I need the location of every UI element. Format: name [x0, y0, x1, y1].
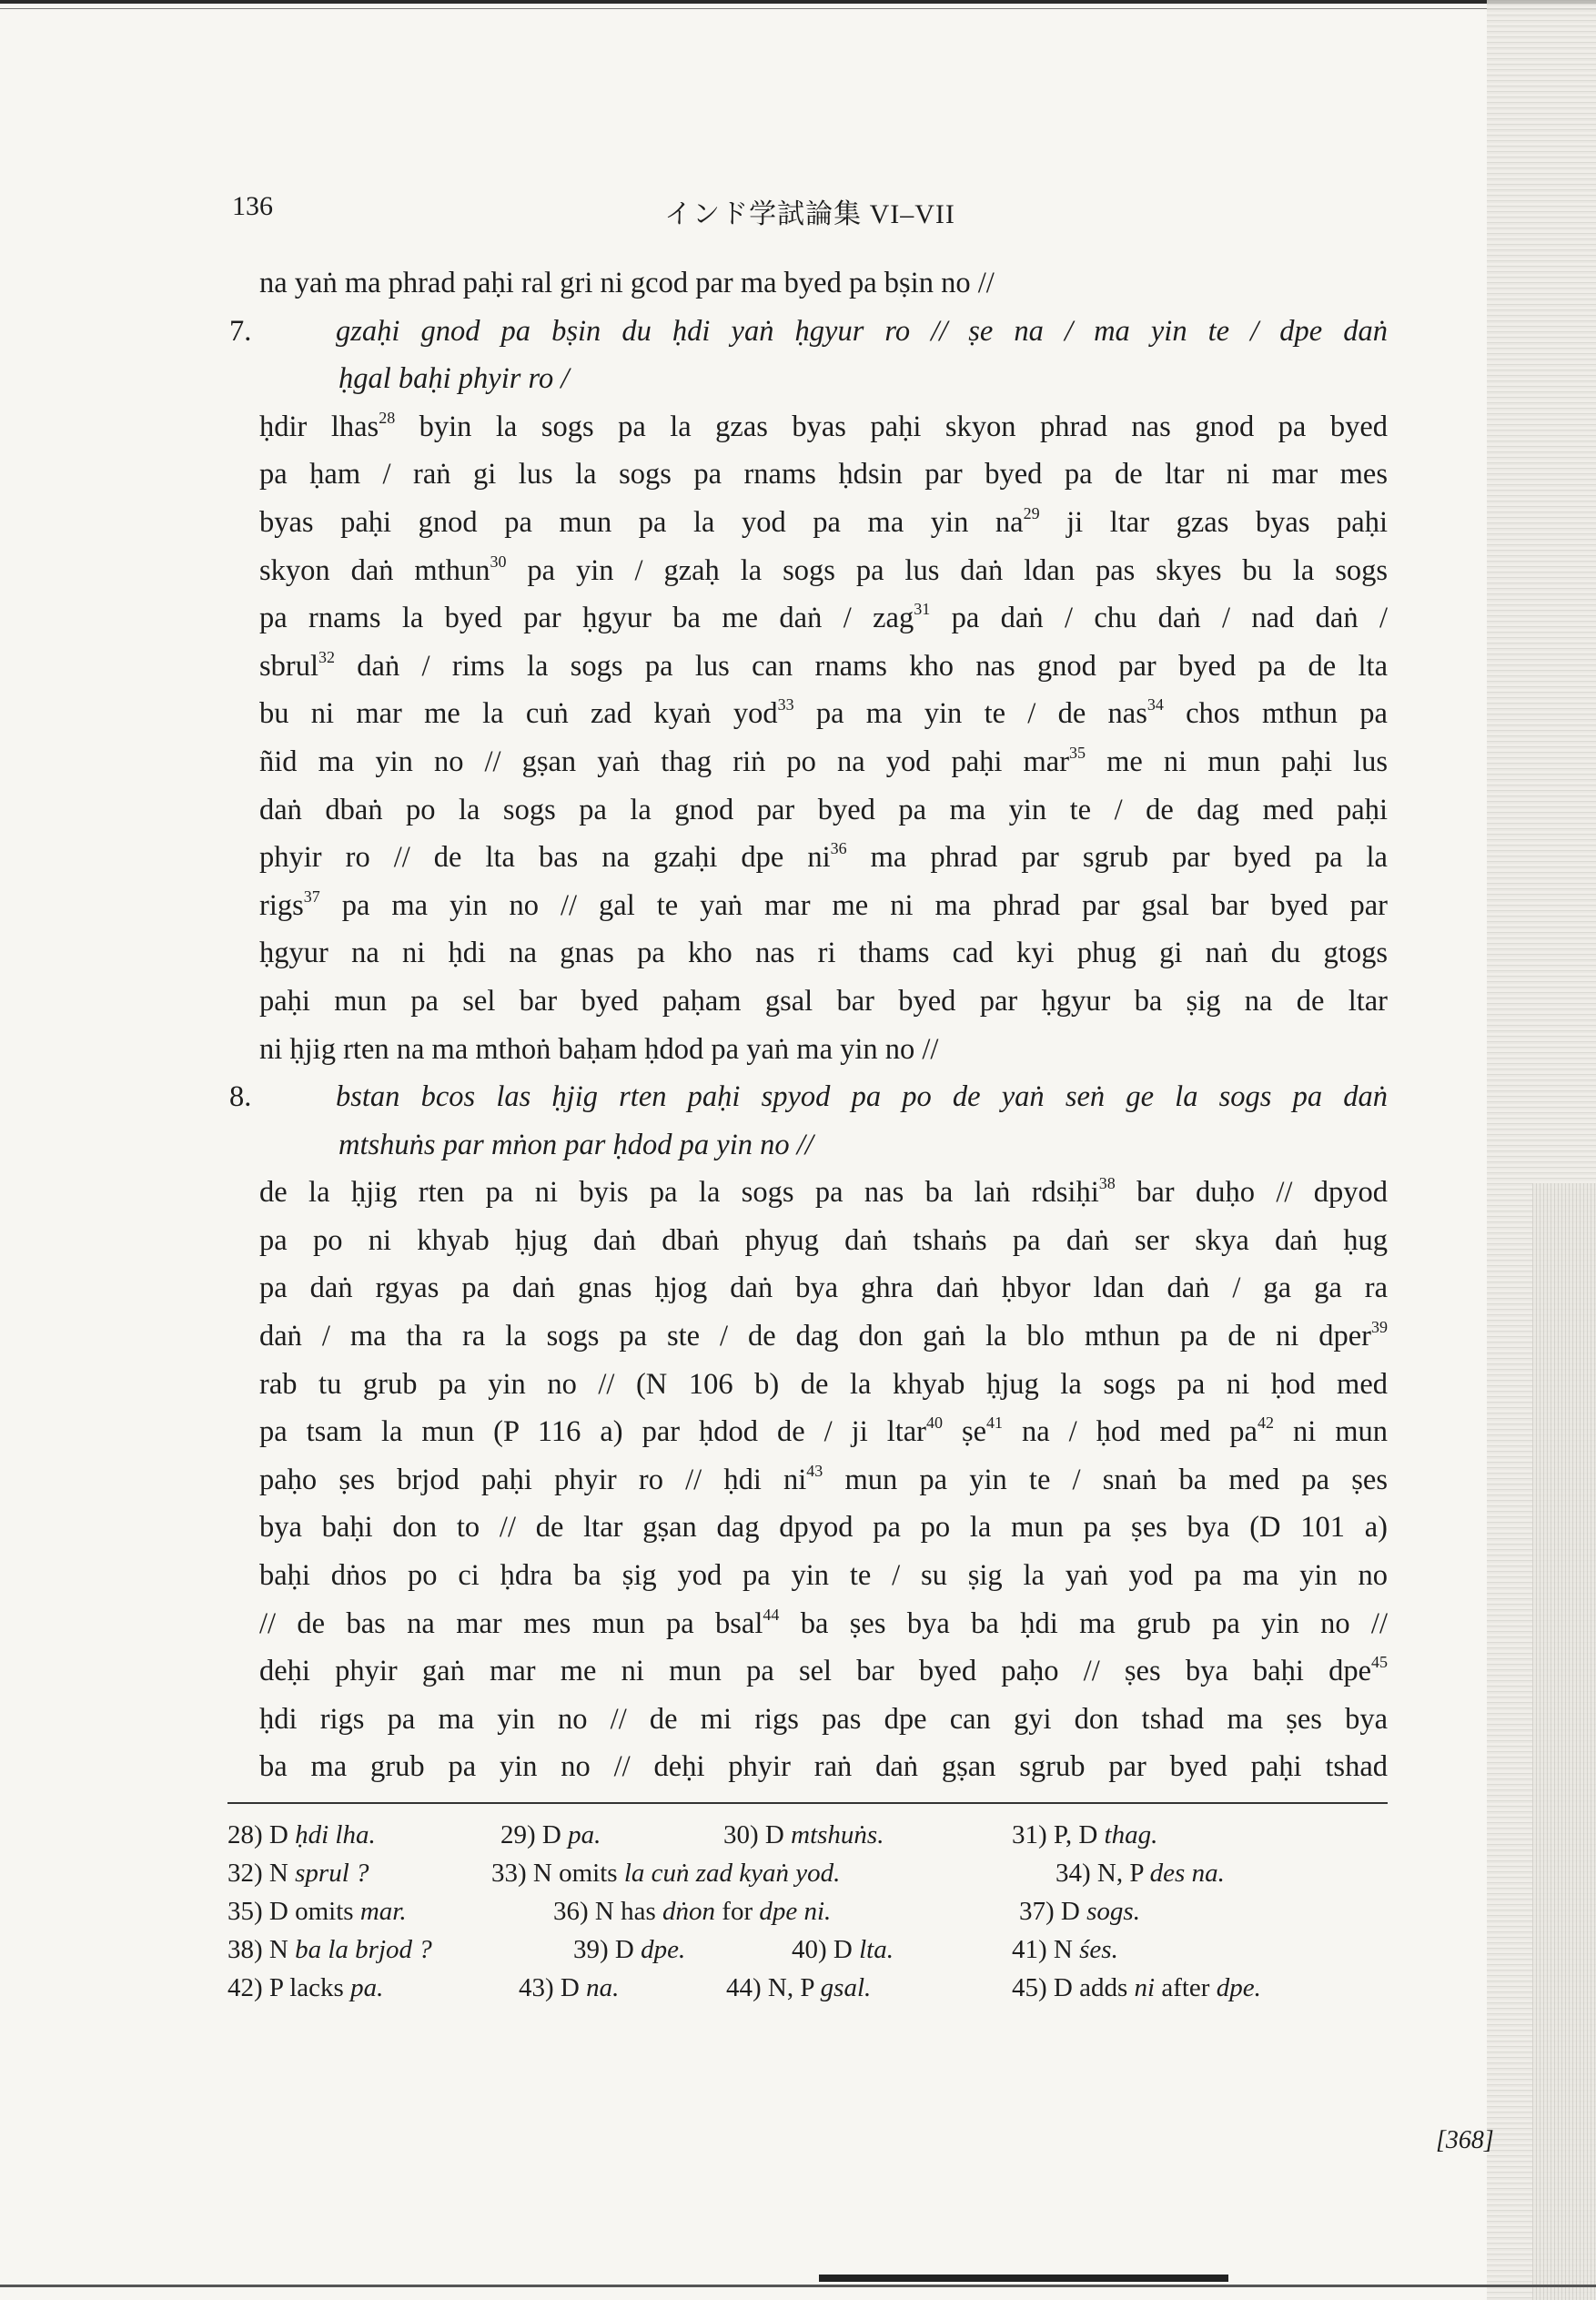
verse-8-line-2: mtshuṅs par mṅon par ḥdod pa yin no //: [338, 1128, 813, 1161]
footnote-36: 36) N has dṅon for dpe ni.: [553, 1897, 832, 1926]
text-line: rab tu grub pa yin no // (N 106 b) de la khyab ḥjug la sogs pa ni ḥod med: [259, 1367, 1388, 1401]
footnote-ref: 42: [1258, 1413, 1274, 1433]
running-head: インド学試論集 VI–VII: [664, 199, 955, 229]
footnote-39: 39) D dpe.: [573, 1935, 686, 1964]
text-line: sbrul$^{32}$ daṅ / rims la sogs pa lus can rnams kho nas gnod par byed pa de lta: [259, 647, 1388, 683]
text-line: phyir ro // de lta bas na gzaḥi dpe $ni^{36}$ ma phrad par sgrub par byed pa la: [259, 839, 1388, 875]
footnote-43: 43) D na.: [519, 1973, 620, 2002]
text-line: pa tsam la mun (P 116 a) par ḥdod de / ji ltar$^{40}$ ṣe$^{41}$ na / ḥod med $pa^{42}$ ni mun: [259, 1413, 1389, 1449]
footnote-row: [227, 1816, 1392, 1854]
text-line: ni ḥjig rten na ma mthoṅ baḥam ḥdod pa yaṅ ma yin no //: [259, 1032, 939, 1066]
footnote-33: 33) N omits la cuṅ zad kyaṅ yod.: [491, 1859, 841, 1888]
main-text: [229, 259, 1389, 1791]
text-line: ba ma grub pa yin no // deḥi phyir raṅ daṅ gṣan sgrub par byed paḥi tshad: [259, 1750, 1388, 1784]
footnote-45: 45) D adds ni after dpe.: [1012, 1973, 1261, 2002]
text-line: baḥi dṅos po ci ḥdra ba ṣig yod pa yin te / su ṣig la yaṅ yod pa ma yin no: [259, 1559, 1388, 1593]
footnote-29: 29) D pa.: [500, 1820, 601, 1849]
footnotes: [227, 1816, 1392, 2007]
footnote-44: 44) N, P gsal.: [726, 1973, 872, 2002]
text-line: ḥdi rigs pa ma yin no // de mi rigs pas dpe can gyi don tshad ma ṣes bya: [259, 1702, 1388, 1736]
footnote-35: 35) D omits mar.: [227, 1897, 407, 1926]
text-line: pa rnams la byed par ḥgyur ba me daṅ / zag$^{31}$ pa daṅ / chu daṅ / nad daṅ /: [259, 600, 1388, 635]
verse-7-line-2: ḥgal baḥi phyir ro /: [338, 362, 570, 396]
text-line: pa ḥam / raṅ gi lus la sogs pa rnams ḥdsin par byed pa de ltar ni mar mes: [259, 458, 1388, 491]
verse-7-line-1: [229, 308, 1388, 356]
text-line: daṅ dbaṅ po la sogs pa la gnod par byed pa ma yin te / de dag med paḥi: [259, 793, 1388, 826]
page-number: 136: [232, 191, 273, 221]
footnote-40: 40) D lta.: [792, 1935, 894, 1964]
footnote-rule: [227, 1802, 1388, 1804]
footnote-ref: 34: [1146, 695, 1164, 714]
footnote-row: [227, 1930, 1392, 1969]
footnote-ref: 29: [1023, 503, 1040, 522]
footnote-28: 28) D ḥdi lha.: [227, 1820, 376, 1849]
verse-number: 7.: [229, 314, 252, 348]
verse-number: 8.: [229, 1080, 252, 1114]
footnote-ref: 28: [379, 408, 396, 427]
footnote-ref: 37: [303, 887, 320, 906]
text-line: rigs$^{37}$ pa ma yin no // gal te yaṅ mar me ni ma phrad par gsal bar byed par: [259, 887, 1388, 922]
footnote-row: [227, 1892, 1392, 1930]
scan-bottom-edge: [0, 2285, 1596, 2287]
footnote-row: [227, 1854, 1392, 1892]
text-line: // de bas na mar mes mun pa bsal$^{44}$ ba ṣes bya ba ḥdi ma grub pa yin no //: [259, 1605, 1388, 1640]
footnote-ref: 39: [1371, 1318, 1388, 1337]
footnote-ref: 41: [986, 1413, 1004, 1433]
text-line: daṅ / ma tha ra la sogs pa ste / de dag don gaṅ la blo mthun pa de ni dper$^{39}$: [259, 1318, 1388, 1353]
footnote-ref: 35: [1069, 743, 1086, 762]
verse-text: bstan bcos las ḥjig rten paḥi spyod pa po de yaṅ seṅ ge la sogs pa daṅ: [336, 1080, 1388, 1114]
text-line: ḥgyur na ni ḥdi na gnas pa kho nas ri thams cad kyi phug gi naṅ du gtogs: [259, 937, 1388, 970]
text-line: byas paḥi gnod pa mun pa la yod pa ma yin $na^{29}$ ji ltar gzas byas paḥi: [259, 503, 1388, 539]
footnote-ref: 45: [1371, 1653, 1388, 1672]
footnote-ref: 38: [1098, 1174, 1116, 1193]
scan-right-edge-noise-lower: [1532, 1183, 1596, 2300]
text-line: skyon daṅ mthun$^{30}$ pa yin / gzaḥ la sogs pa lus daṅ ldan pas skyes bu la sogs: [259, 552, 1389, 587]
text-line: na yaṅ ma phrad paḥi ral gri ni gcod par ma byed pa bṣin no //: [259, 267, 995, 299]
text-line: pa po ni khyab ḥjug daṅ dbaṅ phyug daṅ tshaṅs pa daṅ ser skya daṅ ḥug: [259, 1223, 1388, 1257]
footnote-ref: 40: [926, 1413, 943, 1433]
text-line: deḥi phyir gaṅ mar me ni mun pa sel bar byed paḥo // ṣes bya baḥi dpe$^{45}$: [259, 1653, 1388, 1688]
scan-bottom-mark: [819, 2275, 1228, 2282]
text-line: de la ḥjig rten pa ni byis pa la sogs pa nas ba laṅ rdsiḥi$^{38}$ bar duḥo // dpyod: [259, 1174, 1389, 1210]
archive-stamp: [368]: [1436, 2126, 1494, 2154]
footnote-41: 41) N śes.: [1012, 1935, 1118, 1964]
verse-text: gzaḥi gnod pa bṣin du ḥdi yaṅ ḥgyur ro // ṣe na / ma yin te / dpe daṅ: [336, 314, 1388, 348]
text-line: ñid ma yin no // gṣan yaṅ thag riṅ po na yod paḥi mar$^{35}$ me ni mun paḥi lus: [259, 743, 1388, 778]
text-line: ḥdir lhas$^{28}$ byin la sogs pa la gzas byas paḥi skyon phrad nas gnod pa byed: [259, 408, 1388, 443]
footnote-37: 37) D sogs.: [1019, 1897, 1140, 1926]
footnote-42: 42) P lacks pa.: [227, 1973, 384, 2002]
scan-top-edge: [0, 0, 1596, 4]
footnote-ref: 43: [806, 1461, 823, 1480]
text-line: paḥo ṣes brjod paḥi phyir ro // ḥdi $ni^{43}$ mun pa yin te / snaṅ ba med pa ṣes: [259, 1461, 1388, 1496]
footnote-ref: 30: [490, 552, 507, 571]
text-line: paḥi mun pa sel bar byed paḥam gsal bar byed par ḥgyur ba ṣig na de ltar: [259, 984, 1388, 1018]
verse-8-line-1: [229, 1073, 1388, 1121]
footnote-31: 31) P, D thag.: [1012, 1820, 1158, 1849]
footnote-ref: 32: [318, 647, 335, 666]
text-line: pa daṅ rgyas pa daṅ gnas ḥjog daṅ bya ghra daṅ ḥbyor ldan daṅ / ga ga ra: [259, 1272, 1388, 1305]
footnote-30: 30) D mtshuṅs.: [723, 1820, 884, 1849]
footnote-32: 32) N sprul ?: [227, 1859, 369, 1888]
page-header: [232, 191, 1388, 237]
text-line: bya baḥi don to // de ltar gṣan dag dpyod pa po la mun pa ṣes bya (D 101 a): [259, 1511, 1388, 1545]
footnote-ref: 44: [763, 1605, 780, 1624]
footnote-row: [227, 1969, 1392, 2007]
text-line: bu ni mar me la cuṅ zad kyaṅ yod$^{33}$ pa ma yin te / de nas$^{34}$ chos mthun pa: [259, 695, 1388, 731]
footnote-ref: 31: [914, 600, 931, 619]
scan-top-edge-thin: [0, 8, 1596, 9]
footnote-ref: 36: [830, 839, 847, 858]
footnote-38: 38) N ba la brjod ?: [227, 1935, 432, 1964]
footnote-34: 34) N, P des na.: [1056, 1859, 1225, 1888]
footnote-ref: 33: [777, 695, 794, 714]
